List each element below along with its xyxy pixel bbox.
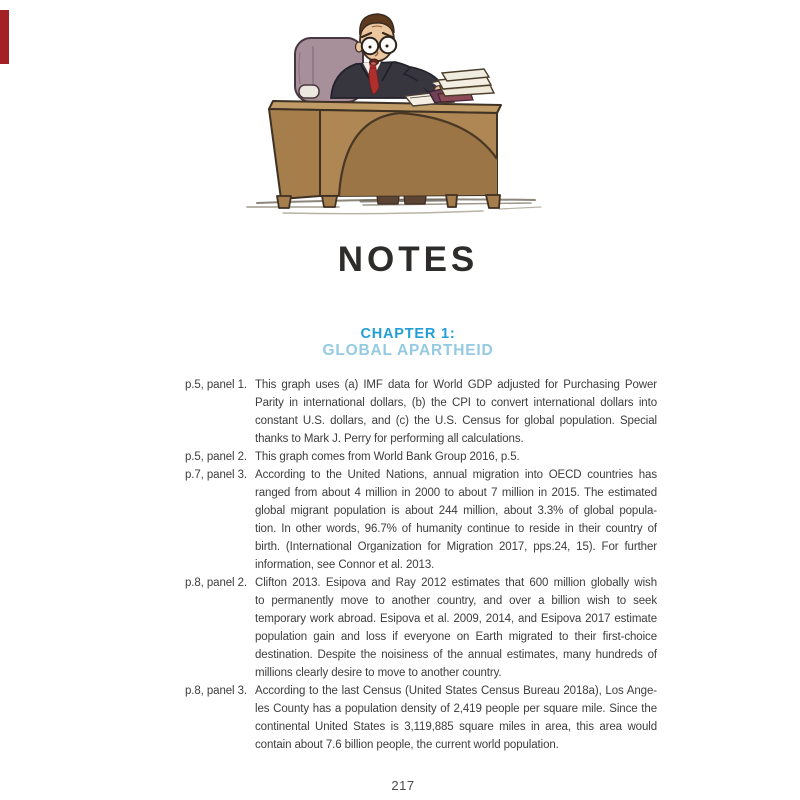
note-label: p.8, panel 2.	[185, 577, 248, 589]
chapter-heading	[0, 326, 800, 359]
note-text	[255, 376, 657, 448]
page-title: NOTES	[337, 240, 479, 279]
desk-left-panel	[269, 109, 320, 199]
note-text	[255, 448, 657, 466]
note-entry	[185, 376, 657, 448]
note-label: p.5, panel 1.	[185, 379, 248, 391]
note-line: information, see Connor et al. 2013.	[255, 559, 435, 571]
note-text	[255, 574, 657, 682]
note-line: destination. Despite the noisiness of the annual estimates, many hundreds of	[255, 649, 657, 661]
note-label: p.5, panel 2.	[185, 451, 248, 463]
note-line: constant U.S. dollars, and (c) the U.S. Census for global population. Special	[255, 415, 657, 427]
note-entry	[185, 682, 657, 754]
note-line: tion. In other words, 96.7% of humanity continue to reside in their country of	[255, 523, 657, 535]
chapter-number: CHAPTER 1:	[360, 326, 456, 342]
note-line: ranged from about 4 million in 2000 to about 7 million in 2015. The estimated	[255, 487, 657, 499]
note-line: This graph comes from World Bank Group 2016, p.5.	[255, 451, 520, 463]
note-line: This graph uses (a) IMF data for World GDP adjusted for Purchasing Power	[255, 379, 657, 391]
note-line: Parity in international dollars, (b) the CPI to convert international dollars into	[255, 397, 657, 409]
note-label: p.8, panel 3.	[185, 685, 248, 697]
note-text	[255, 466, 657, 574]
page-number: 217	[391, 778, 415, 793]
note-line: continental United States is 3,119,885 square miles in area, this area would	[255, 721, 657, 733]
note-label: p.7, panel 3.	[185, 469, 248, 481]
note-entry	[185, 574, 657, 682]
note-text	[255, 682, 657, 754]
desk	[269, 101, 501, 208]
note-line: population gain and loss if everyone on Earth migrated to their first-choice	[255, 631, 657, 643]
note-line: contain about 7.6 billion people, the current world population.	[255, 739, 559, 751]
note-entry	[185, 466, 657, 574]
note-line: les County has a population density of 2,419 people per square mile. Since the	[255, 703, 657, 715]
note-line: to permanently move to another country, and over a billion wish to seek	[255, 595, 657, 607]
note-line: temporary work abroad. Esipova et al. 2009, 2014, and Esipova 2017 estimate	[255, 613, 657, 625]
book-stack	[438, 69, 494, 102]
chapter-name: GLOBAL APARTHEID	[322, 342, 494, 359]
note-line: According to the last Census (United States Census Bureau 2018a), Los Ange-	[255, 685, 657, 697]
man-at-desk-illustration	[243, 6, 547, 224]
note-line: global migrant population is about 244 million, about 3.3% of global popula-	[255, 505, 657, 517]
note-line: According to the United Nations, annual migration into OECD countries has	[255, 469, 657, 481]
note-entry	[185, 448, 657, 466]
note-line: Clifton 2013. Esipova and Ray 2012 estimates that 600 million globally wish	[255, 577, 657, 589]
note-line: thanks to Mark J. Perry for performing all calculations.	[255, 433, 524, 445]
bookmark-ribbon	[0, 10, 9, 64]
note-line: birth. (International Organization for Migration 2017, pps.24, 15). For further	[255, 541, 657, 553]
note-line: millions clearly desire to move to another country.	[255, 667, 502, 679]
notes-list	[185, 376, 657, 754]
